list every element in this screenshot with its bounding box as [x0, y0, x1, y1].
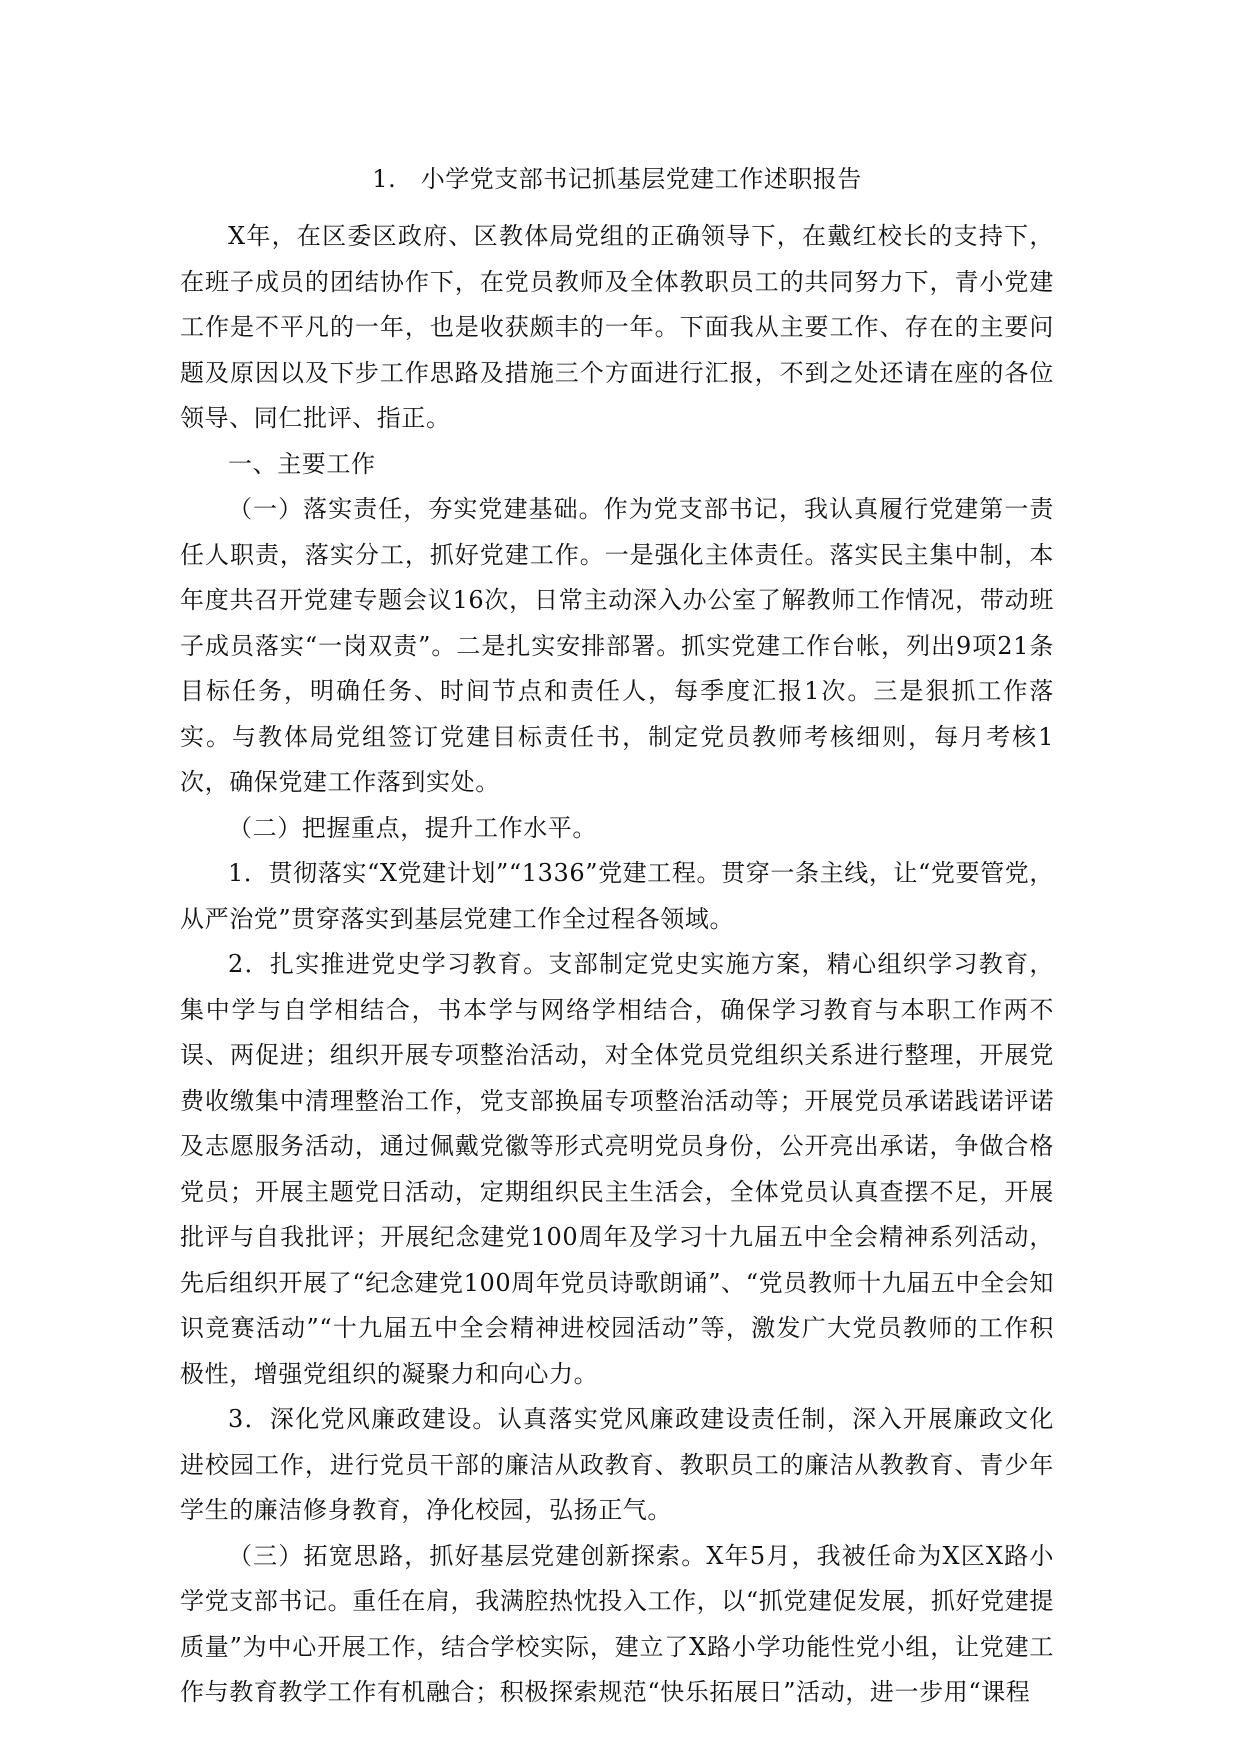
paragraph-innovation: （三）拓宽思路，抓好基层党建创新探索。X年5月，我被任命为X区X路小学党支部书记。重任在肩，我满腔热忱投入工作，以“抓党建促发展，抓好党建提质量”为中心开展工作，结合学校实际，建立了X路小学功能性党小组，让党建工作与教育教学工作有机融合；积极探索规范“快乐拓展日”活动，进一步用“课程 — [180, 1541, 1054, 1706]
paragraph-intro: X年，在区委区政府、区教体局党组的正确领导下，在戴红校长的支持下，在班子成员的团结协作下，在党员教师及全体教职员工的共同努力下，青小党建工作是不平凡的一年，也是收获颇丰的一年。下面我从主要工作、存在的主要问题及原因以及下步工作思路及措施三个方面进行汇报，不到之处还请在座的各位领导、同仁批评、指正。 — [180, 222, 1054, 432]
paragraph-item-2: 2．扎实推进党史学习教育。支部制定党史实施方案，精心组织学习教育，集中学与自学相结合，书本学与网络学相结合，确保学习教育与本职工作两不误、两促进；组织开展专项整治活动，对全体党员党组织关系进行整理，开展党费收缴集中清理整治工作，党支部换届专项整治活动等；开展党员承诺践诺评诺及志愿服务活动，通过佩戴党徽等形式亮明党员身份，公开亮出承诺，争做合格党员；开展主题党日活动，定期组织民主生活会，全体党员认真查摆不足，开展批评与自我批评；开展纪念建党100周年及学习十九届五中全会精神系列活动，先后组织开展了“纪念建党100周年党员诗歌朗诵”、“党员教师十九届五中全会知识竞赛活动”“十九届五中全会精神进校园活动”等，激发广大党员教师的工作积极性，增强党组织的凝聚力和向心力。 — [180, 950, 1054, 1388]
document-title: 1. 小学党支部书记抓基层党建工作述职报告 — [372, 165, 862, 193]
paragraph-item-1: 1．贯彻落实“X党建计划”“1336”党建工程。贯穿一条主线，让“党要管党，从严治党”贯穿落实到基层党建工作全过程各领域。 — [180, 859, 1054, 933]
section-heading-main-work: 一、主要工作 — [228, 449, 376, 478]
paragraph-item-3: 3．深化党风廉政建设。认真落实党风廉政建设责任制，深入开展廉政文化进校园工作，进行党员干部的廉洁从政教育、教职员工的廉洁从教教育、青少年学生的廉洁修身教育，净化校园，弘扬正气。 — [180, 1405, 1054, 1524]
subheading-key-points: （二）把握重点，提升工作水平。 — [228, 813, 597, 842]
paragraph-responsibility: （一）落实责任，夯实党建基础。作为党支部书记，我认真履行党建第一责任人职责，落实分工，抓好党建工作。一是强化主体责任。落实民主集中制，本年度共召开党建专题会议16次，日常主动深入办公室了解教师工作情况，带动班子成员落实“一岗双责”。二是扎实安排部署。抓实党建工作台帐，列出9项21条目标任务，明确任务、时间节点和责任人，每季度汇报1次。三是狠抓工作落实。与教体局党组签订党建目标责任书，制定党员教师考核细则，每月考核1次，确保党建工作落到实处。 — [180, 495, 1054, 796]
document-body — [180, 214, 1054, 1716]
